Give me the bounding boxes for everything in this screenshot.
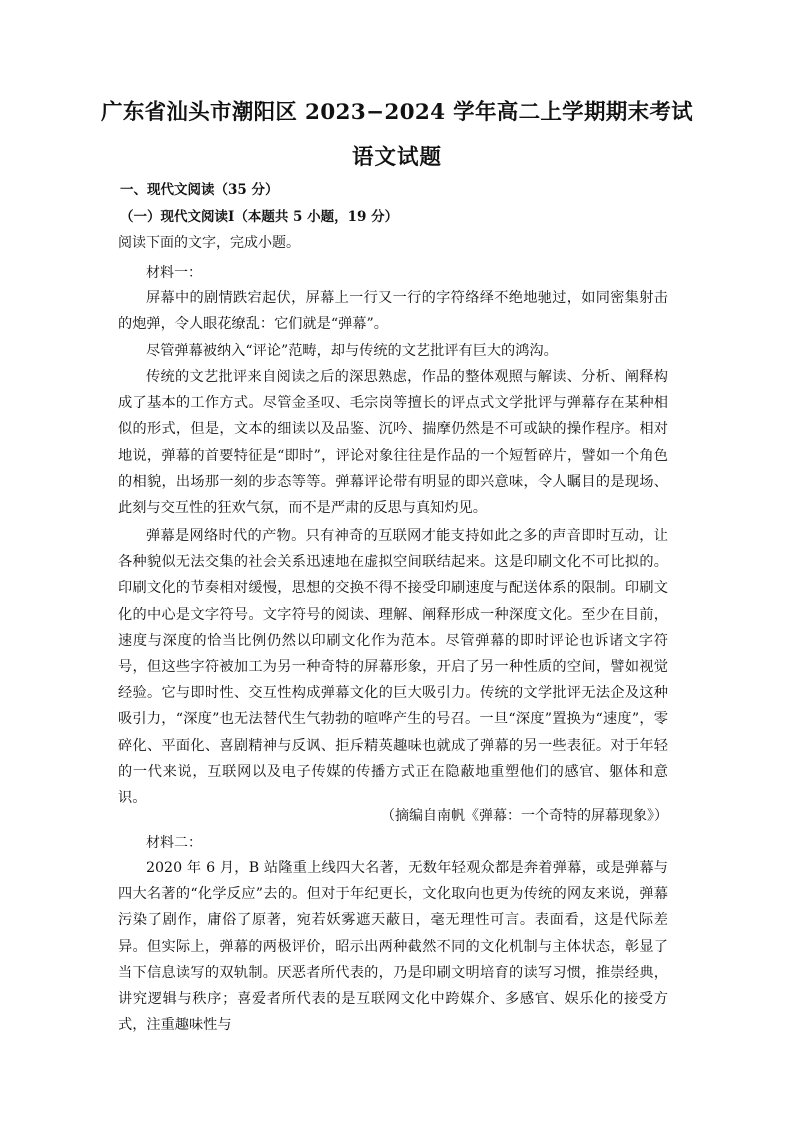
instruction-text: 阅读下面的文字，完成小题。	[118, 235, 300, 251]
material1-paragraph: 尽管弹幕被纳入“评论”范畴，却与传统的文艺批评有巨大的鸿沟。	[146, 343, 558, 359]
section-heading: 一、现代文阅读（35 分）	[120, 182, 279, 198]
exam-title: 广东省汕头市潮阳区 2023−2024 学年高二上学期期末考试	[101, 100, 693, 125]
material1-paragraph: 弹幕是网络时代的产物。只有神奇的互联网才能支持如此之多的声音即时互动，让各种貌似无法交集的社会关系迅速地在虚拟空间联结起来。这是印刷文化不可比拟的。印刷文化的节奏相对缓慢，思想的交换不得不接受印刷速度与配送体系的限制。印刷文化的中心是文字符号。文字符号的阅读、理解、阐释形成一种深度文化。至少在目前，速度与深度的恰当比例仍然以印刷文化作为范本。尽管弹幕的即时评论也诉诸文字符号，但这些字符被加工为另一种奇特的屏幕形象，开启了另一种性质的空间，譬如视觉经验。它与即时性、交互性构成弹幕文化的巨大吸引力。传统的文学批评无法企及这种吸引力，“深度”也无法替代生气勃勃的喧哗产生的号召。一旦“深度”置换为“速度”，零碎化、平面化、喜剧精神与反讽、拒斥精英趣味也就成了弹幕的另一些表征。对于年轻的一代来说，互联网以及电子传媒的传播方式正在隐蔽地重塑他们的感官、躯体和意识。	[118, 528, 668, 807]
material1-source: （摘编自南帆《弹幕：一个奇特的屏幕现象》）	[381, 808, 668, 824]
material1-label: 材料一：	[146, 265, 202, 281]
material2-label: 材料二：	[146, 835, 202, 851]
subsection-heading: （一）现代文阅读Ⅰ（本题共 5 小题，19 分）	[120, 209, 399, 225]
material1-paragraph: 传统的文艺批评来自阅读之后的深思熟虑，作品的整体观照与解读、分析、阐释构成了基本的工作方式。尽管金圣叹、毛宗岗等擅长的评点式文学批评与弹幕存在某种相似的形式，但是，文本的细读以及品鉴、沉吟、揣摩仍然是不可或缺的操作程序。相对地说，弹幕的首要特征是“即时”，评论对象往往是作品的一个短暂碎片，譬如一个角色的相貌，出场那一刻的步态等等。弹幕评论带有明显的即兴意味，令人瞩目的是现场、此刻与交互性的狂欢气氛，而不是严肃的反思与真知灼见。	[118, 369, 668, 517]
material1-paragraph: 屏幕中的剧情跌宕起伏，屏幕上一行又一行的字符络绎不绝地驰过，如同密集射击的炮弹，令人眼花缭乱：它们就是“弹幕”。	[118, 290, 668, 333]
material2-paragraph: 2020 年 6 月，B 站隆重上线四大名著，无数年轻观众都是奔着弹幕，或是弹幕与四大名著的“化学反应”去的。但对于年纪更长，文化取向也更为传统的网友来说，弹幕污染了剧作，庸俗了原著，宛若妖雾遮天蔽日，毫无理性可言。表面看，这是代际差异。但实际上，弹幕的两极评价，昭示出两种截然不同的文化机制与主体状态，彰显了当下信息读写的双轨制。厌恶者所代表的，乃是印刷文明培育的读写习惯，推崇经典，讲究逻辑与秩序；喜爱者所代表的是互联网文化中跨媒介、多感官、娱乐化的接受方式，注重趣味性与	[118, 860, 668, 1034]
exam-subject-title: 语文试题	[351, 145, 442, 170]
